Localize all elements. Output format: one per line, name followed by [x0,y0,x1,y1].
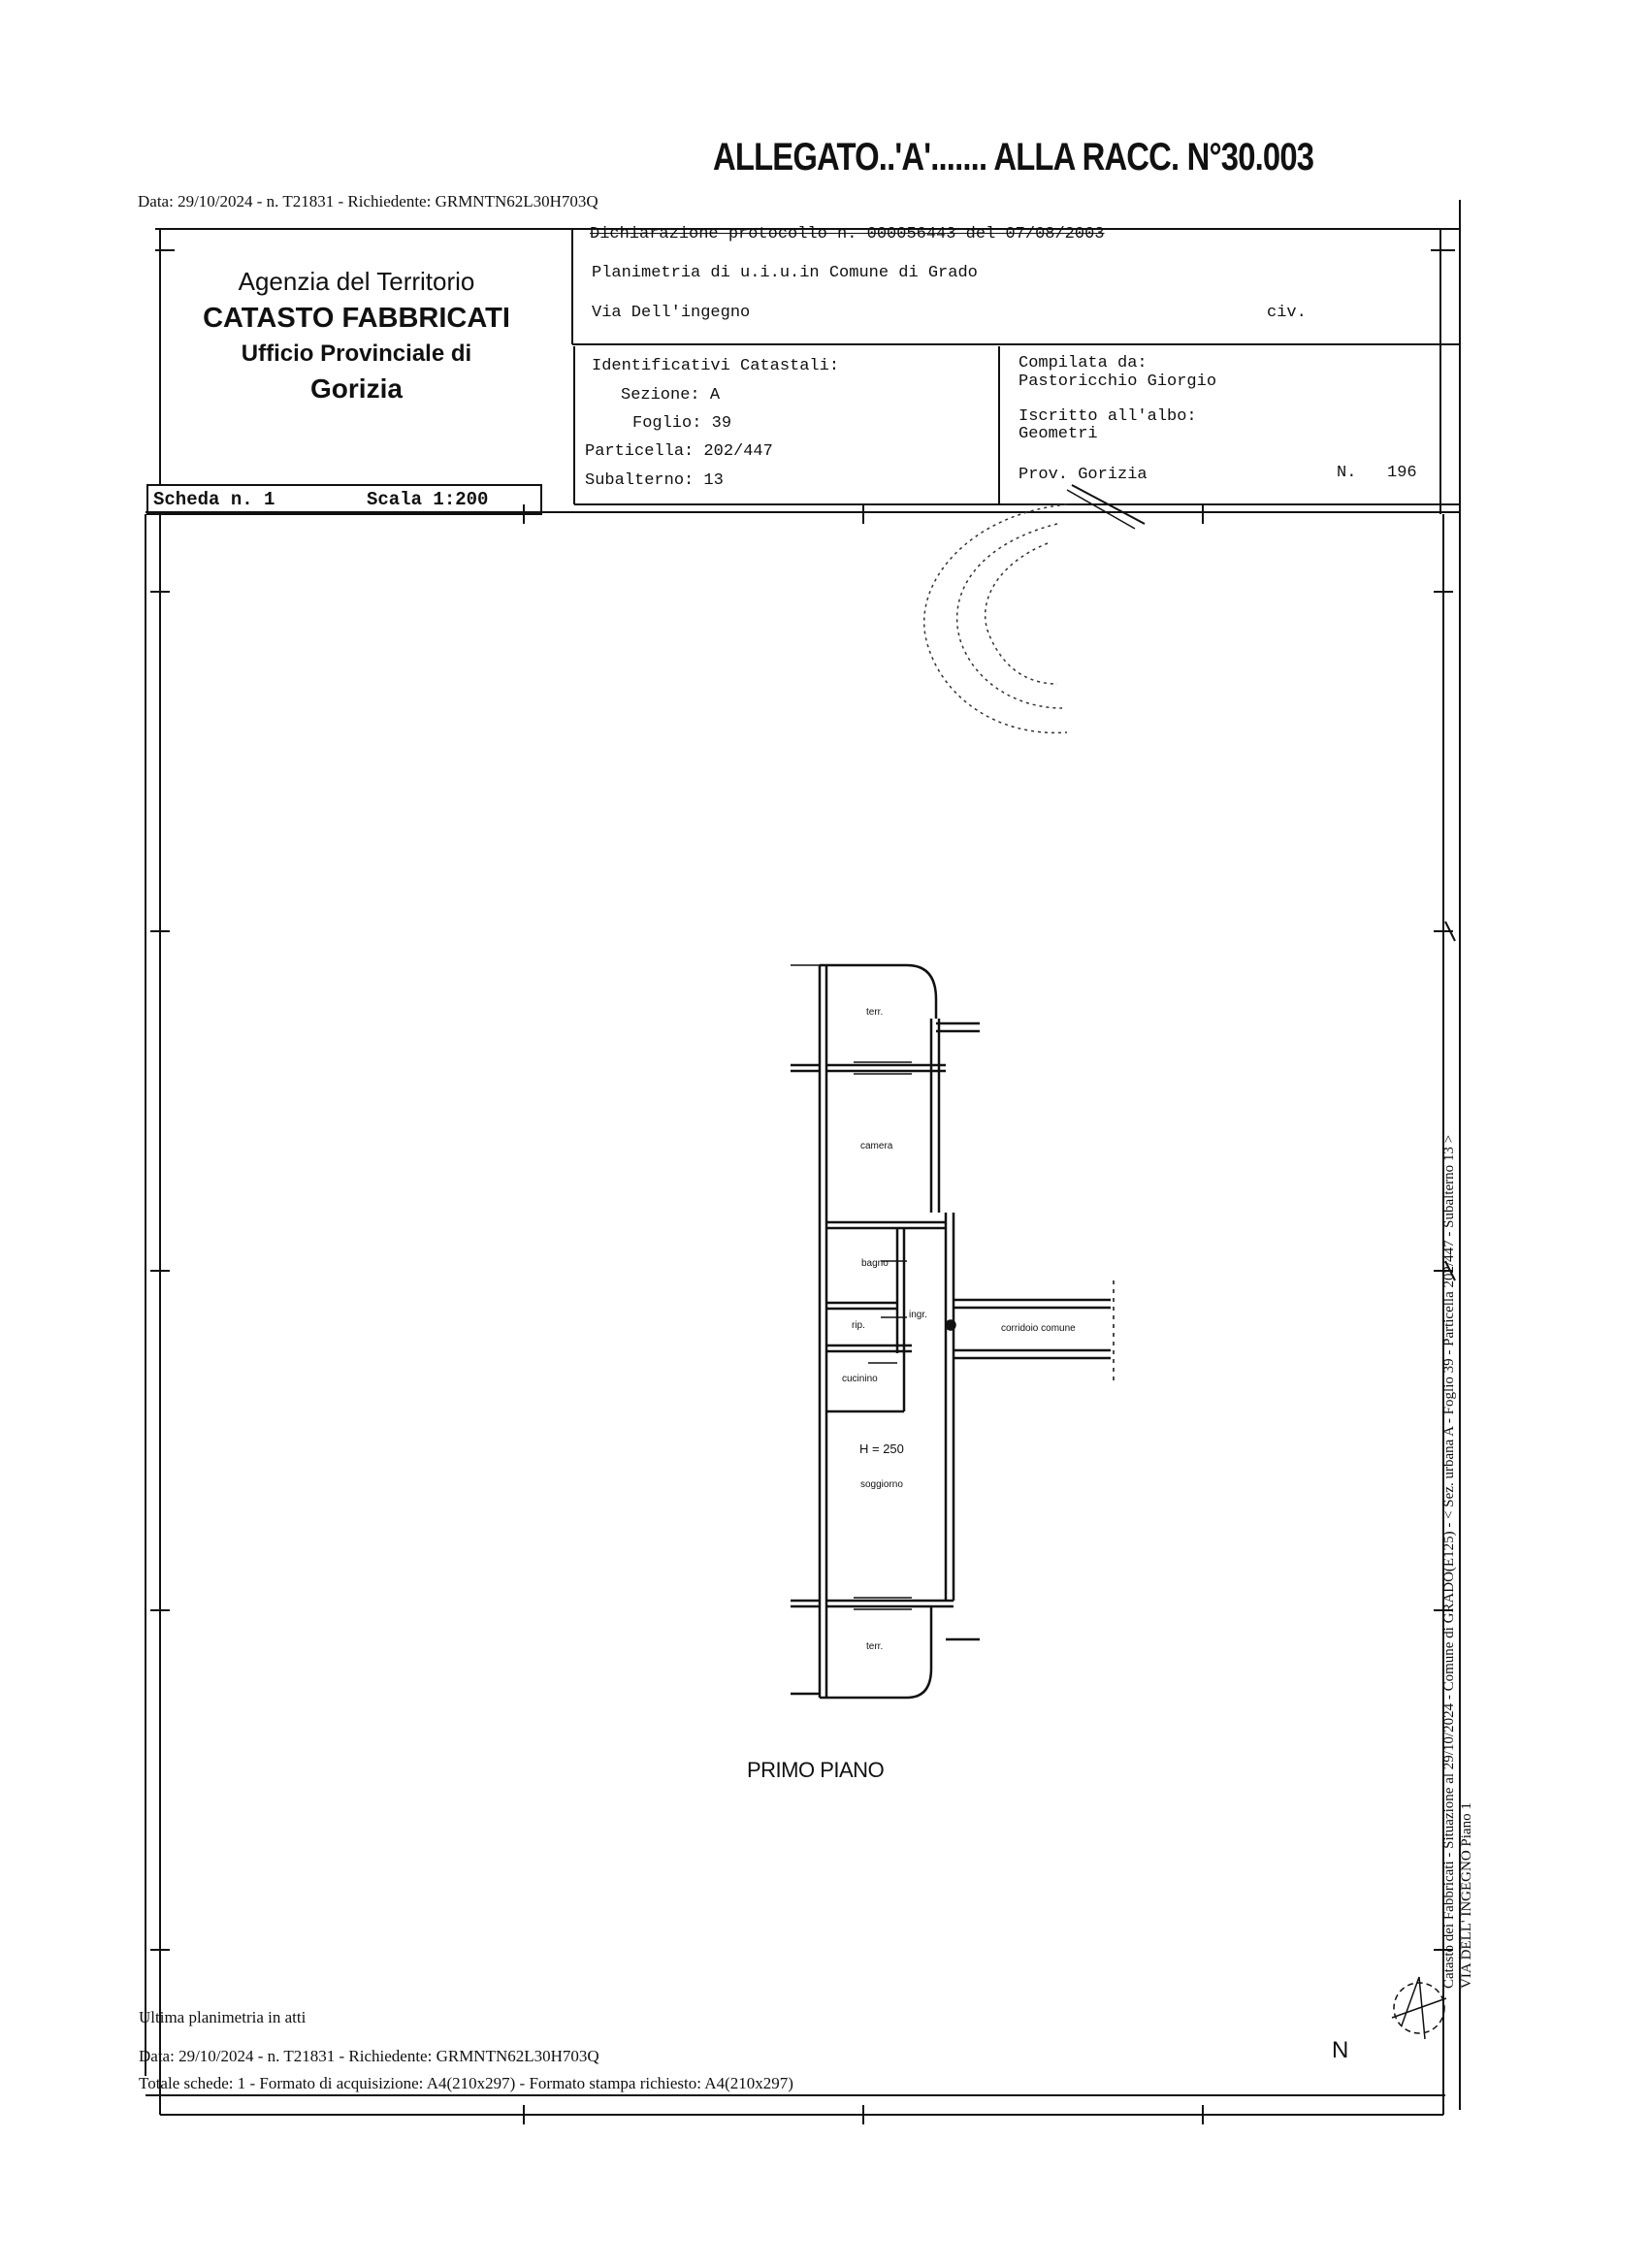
header-request-line: Data: 29/10/2024 - n. T21831 - Richiedente: GRMNTN62L30H703Q [138,192,598,211]
room-terrazzo-top: terr. [866,1007,884,1018]
side-caption [1440,825,1475,1989]
room-cucinino: cucinino [842,1374,878,1384]
identifiers-title: Identificativi Catastali: [592,357,840,375]
compiler-name: Pastoricchio Giorgio [1018,373,1217,391]
catasto-title: CATASTO FABBRICATI [203,303,510,334]
office-city: Gorizia [310,373,403,404]
particella-value: Particella: 202/447 [585,442,773,461]
room-bagno: bagno [861,1258,889,1269]
sheet-scale: Scala 1:200 [367,489,489,510]
province-value: Prov. Gorizia [1018,466,1148,484]
room-ripostiglio: rip. [852,1320,865,1331]
foglio-value: Foglio: 39 [632,414,732,433]
floor-label: PRIMO PIANO [747,1758,885,1782]
north-label: N [1332,2037,1349,2063]
compiler-title: Compilata da: [1018,354,1148,373]
address-line: Via Dell'ingegno [592,304,751,322]
n-value: 196 [1387,464,1417,482]
last-plan-note: Ultima planimetria in atti [139,2008,307,2026]
albo-label: Iscritto all'albo: [1018,407,1197,426]
subalterno-value: Subalterno: 13 [585,471,724,490]
sezione-value: Sezione: A [621,386,721,405]
room-terrazzo-bottom: terr. [866,1641,884,1652]
room-soggiorno: soggiorno [860,1479,903,1490]
sheet-number: Scheda n. 1 [153,489,275,510]
n-label: N. [1337,464,1357,482]
agency-name: Agenzia del Territorio [238,267,475,296]
civ-label: civ. [1267,304,1307,322]
room-ingresso: ingr. [909,1310,927,1320]
room-height: H = 250 [859,1442,904,1456]
room-camera: camera [860,1141,893,1151]
plan-line: Planimetria di u.i.u.in Comune di Grado [592,264,978,282]
footer-request-line: Data: 29/10/2024 - n. T21831 - Richiedente: GRMNTN62L30H703Q [139,2047,599,2065]
room-corridoio: corridoio comune [1001,1323,1076,1334]
attachment-heading: ALLEGATO..'A'....... ALLA RACC. N°30.003 [713,136,1314,178]
footer-format-line: Totale schede: 1 - Formato di acquisizione: A4(210x297) - Formato stampa richiesto: A4(210x297) [139,2074,793,2092]
albo-value: Geometri [1018,425,1098,443]
protocol-line: Dichiarazione protocollo n. 000056443 del 07/08/2003 [590,225,1105,243]
side-caption-line1: Catasto dei Fabbricati - Situazione al 29/10/2024 - Comune di GRADO(E125) - < Sez. urbana A - Foglio 39 - Particella 202/447 - Subalterno 13 > [1441,1134,1457,1989]
office-label: Ufficio Provinciale di [241,340,472,367]
side-caption-line2: VIA DELL' INGEGNO Piano 1 [1459,1802,1474,1989]
